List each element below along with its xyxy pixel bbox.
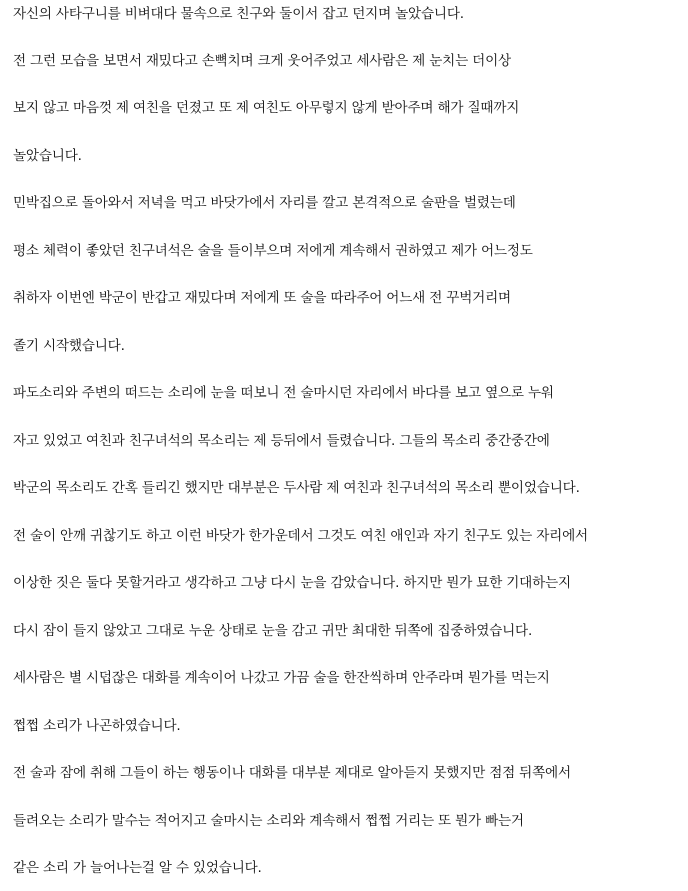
text-line-14: 다시 잠이 들지 않았고 그대로 누운 상태로 눈을 감고 귀만 최대한 뒤쪽에 집중하였습니다. <box>13 623 533 639</box>
text-line-7: 취하자 이번엔 박군이 반갑고 재밌다며 저에게 또 술을 따라주어 어느새 전 꾸벅거리며 <box>13 290 511 306</box>
text-line-4: 놀았습니다. <box>13 148 82 164</box>
text-line-19: 같은 소리 가 늘어나는걸 알 수 있었습니다. <box>13 860 262 876</box>
text-line-9: 파도소리와 주변의 떠드는 소리에 눈을 떠보니 전 술마시던 자리에서 바다를 보고 옆으로 누워 <box>13 385 554 401</box>
text-line-5: 민박집으로 돌아와서 저녁을 먹고 바닷가에서 자리를 깔고 본격적으로 술판을 벌렸는데 <box>13 195 516 211</box>
text-line-1: 자신의 사타구니를 비벼대다 물속으로 친구와 둘이서 잡고 던지며 놀았습니다. <box>13 6 464 22</box>
text-line-3: 보지 않고 마음껏 제 여친을 던졌고 또 제 여친도 아무렇지 않게 받아주며 해가 질때까지 <box>13 100 520 116</box>
text-line-16: 쩝쩝 소리가 나곤하였습니다. <box>13 718 181 734</box>
text-line-13: 이상한 짓은 둘다 못할거라고 생각하고 그냥 다시 눈을 감았습니다. 하지만 뭔가 묘한 기대하는지 <box>13 575 571 591</box>
text-line-10: 자고 있었고 여친과 친구녀석의 목소리는 제 등뒤에서 들렸습니다. 그들의 목소리 중간중간에 <box>13 433 550 449</box>
text-line-6: 평소 체력이 좋았던 친구녀석은 술을 들이부으며 저에게 계속해서 권하였고 제가 어느정도 <box>13 243 533 259</box>
text-line-18: 들려오는 소리가 말수는 적어지고 술마시는 소리와 계속해서 쩝쩝 거리는 또 뭔가 빠는거 <box>13 813 524 829</box>
text-line-11: 박군의 목소리도 간혹 들리긴 했지만 대부분은 두사람 제 여친과 친구녀석의 목소리 뿐이었습니다. <box>13 480 580 496</box>
text-line-17: 전 술과 잠에 취해 그들이 하는 행동이나 대화를 대부분 제대로 알아듣지 못했지만 점점 뒤쪽에서 <box>13 765 571 781</box>
text-line-15: 세사람은 별 시덥잖은 대화를 계속이어 나갔고 가끔 술을 한잔씩하며 안주라며 뭔가를 먹는지 <box>13 670 550 686</box>
text-line-8: 졸기 시작했습니다. <box>13 338 125 354</box>
text-line-2: 전 그런 모습을 보면서 재밌다고 손뼉치며 크게 웃어주었고 세사람은 제 눈치는 더이상 <box>13 53 511 69</box>
text-line-12: 전 술이 안깨 귀찮기도 하고 이런 바닷가 한가운데서 그것도 여친 애인과 자기 친구도 있는 자리에서 <box>13 528 588 544</box>
